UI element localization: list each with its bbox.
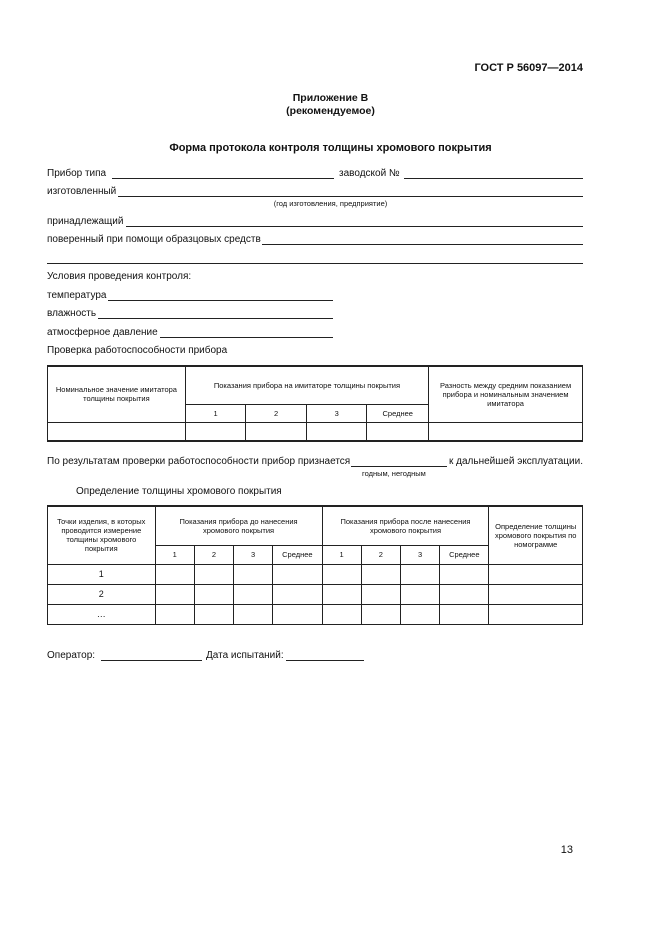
after-avg-header: Среднее [440,545,489,564]
verified-line [262,244,583,245]
table-cell [185,422,246,441]
table-cell [246,422,307,441]
thickness-title: Определение толщины хромового покрытия [76,486,282,497]
after-1-header: 1 [322,545,361,564]
temperature-line [108,300,333,301]
difference-header: Разность между средним показанием прибора и номинальным значением имитатора [429,366,583,422]
before-avg-header: Среднее [273,545,322,564]
manufactured-label: изготовленный [47,186,117,197]
table-cell [306,422,367,441]
reading-2-header: 2 [246,404,307,422]
points-header: Точки изделия, в которых проводится измерение толщины хромового покрытия [48,506,156,564]
test-date-label: Дата испытаний: [206,650,284,661]
table-cell [48,422,186,441]
before-2-header: 2 [194,545,233,564]
check-title: Проверка работоспособности прибора [47,345,228,356]
before-header: Показания прибора до нанесения хромового покрытия [155,506,322,545]
humidity-label: влажность [47,308,97,319]
verified-label: поверенный при помощи образцовых средств [47,234,261,245]
table-cell [367,422,429,441]
before-3-header: 3 [234,545,273,564]
readings-header: Показания прибора на имитаторе толщины покрытия [185,366,428,404]
reading-3-header: 3 [306,404,367,422]
point-label: … [48,604,156,624]
table-row [48,604,583,624]
device-type-line [112,178,334,179]
before-1-header: 1 [155,545,194,564]
operator-label: Оператор: [47,650,96,661]
serial-label: заводской № [339,168,400,179]
result-note: годным, негодным [362,469,426,478]
result-text: По результатам проверки работоспособности прибор признается [47,456,351,467]
manufactured-note: (год изготовления, предприятие) [273,199,388,208]
nominal-header: Номинальное значение имитатора толщины покрытия [48,366,186,422]
pressure-line [160,337,333,338]
humidity-line [98,318,333,319]
table-row [48,564,583,584]
after-header: Показания прибора после нанесения хромового покрытия [322,506,489,545]
page-number: 13 [560,844,573,856]
operator-line [101,660,202,661]
temperature-label: температура [47,290,107,301]
point-label: 1 [48,564,156,584]
table-cell [429,422,583,441]
reading-avg-header: Среднее [367,404,429,422]
appendix-heading [0,92,661,118]
belongs-line [126,226,583,227]
pressure-label: атмосферное давление [47,327,158,338]
appendix-subtitle: (рекомендуемое) [286,105,375,117]
appendix-title: Приложение В [292,92,369,104]
belongs-label: принадлежащий [47,216,124,227]
after-3-header: 3 [400,545,439,564]
blank-line [47,263,583,264]
functionality-table [47,365,583,442]
nomogram-header: Определение толщины хромового покрытия по номограмме [489,506,583,564]
result-text-after: к дальнейшей эксплуатации. [449,456,583,467]
standard-number: ГОСТ Р 56097—2014 [474,62,583,74]
after-2-header: 2 [361,545,400,564]
serial-line [404,178,583,179]
thickness-table [47,505,583,625]
device-type-label: Прибор типа [47,168,107,179]
form-title: Форма протокола контроля толщины хромового покрытия [169,142,492,154]
table-row [48,584,583,604]
reading-1-header: 1 [185,404,246,422]
point-label: 2 [48,584,156,604]
test-date-line [286,660,364,661]
conditions-title: Условия проведения контроля: [47,271,192,282]
result-line [351,466,447,467]
manufactured-line [118,196,583,197]
